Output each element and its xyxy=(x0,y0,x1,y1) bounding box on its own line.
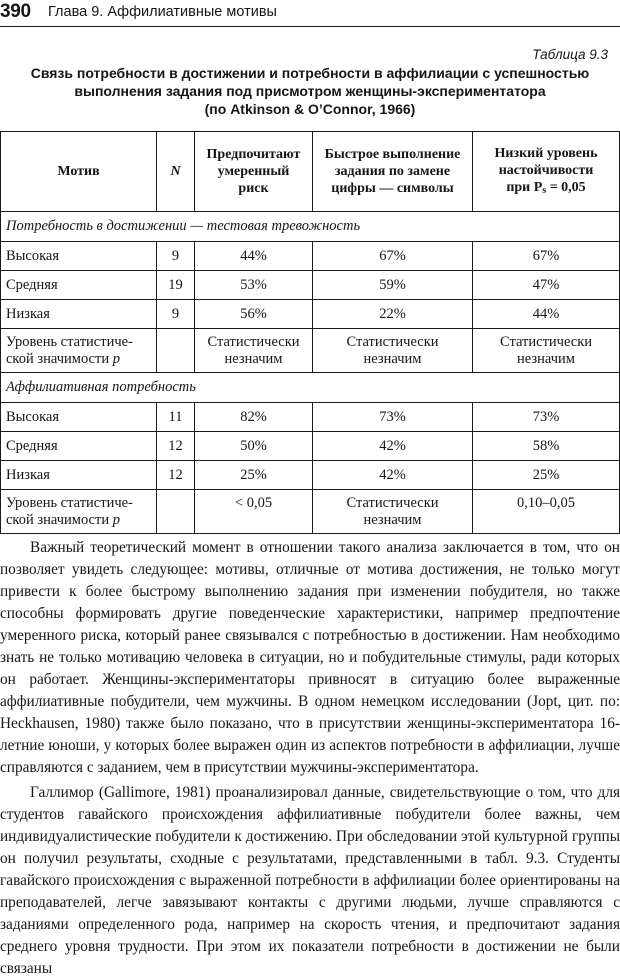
cell-persistence: 44% xyxy=(473,300,620,329)
table-caption xyxy=(0,64,620,118)
cell-speed: Статистически незначим xyxy=(313,329,473,373)
cell-speed: 22% xyxy=(313,300,473,329)
cell-persistence: 73% xyxy=(473,403,620,432)
table-row xyxy=(1,300,620,329)
cell-n xyxy=(157,490,195,534)
cell-speed: 73% xyxy=(313,403,473,432)
cell-speed: Статистически незначим xyxy=(313,490,473,534)
table-header-row xyxy=(1,132,620,212)
table-row xyxy=(1,403,620,432)
paragraph: Галлимор (Gallimore, 1981) проанализировал данные, свидетельствующие о том, что для студентов гавайского происхождения аффилиативные побудители более важны, чем индивидуалистические побудители к достижению. При обследовании этой культурной группы он получил результаты, сходные с результатами, представленными в табл. 9.3. Студенты гавайского происхождения с выраженной потребности в аффилиации более ориентированы на преподавателей, легче завязывают контакты с другими людьми, лучше справляются с заданиями определенного рода, например на скорость чтения, и предпочитают задания среднего уровня трудности. При этом их показатели потребности в достижении не были связаны xyxy=(0,784,620,977)
group-title-row xyxy=(1,373,620,403)
caption-line: Связь потребности в достижении и потребности в аффилиации с успешностью xyxy=(30,65,590,81)
significance-label: Уровень статистиче- ской значимости p xyxy=(1,329,157,373)
page-number: 390 xyxy=(0,1,31,22)
cell-n: 9 xyxy=(157,300,195,329)
row-label: Низкая xyxy=(1,300,157,329)
cell-n: 11 xyxy=(157,403,195,432)
col-header-risk: Предпочитают умеренный риск xyxy=(195,132,313,212)
row-label: Высокая xyxy=(1,242,157,271)
cell-speed: 42% xyxy=(313,461,473,490)
cell-risk: 53% xyxy=(195,271,313,300)
group-title: Потребность в достижении — тестовая тревожность xyxy=(1,212,620,242)
table-number: Таблица 9.3 xyxy=(532,47,608,62)
cell-n: 12 xyxy=(157,461,195,490)
table-row xyxy=(1,432,620,461)
cell-persistence: 47% xyxy=(473,271,620,300)
cell-n: 19 xyxy=(157,271,195,300)
cell-speed: 59% xyxy=(313,271,473,300)
cell-risk: 82% xyxy=(195,403,313,432)
row-label: Средняя xyxy=(1,271,157,300)
cell-n: 12 xyxy=(157,432,195,461)
results-table xyxy=(0,131,620,534)
cell-persistence: 67% xyxy=(473,242,620,271)
group-title: Аффилиативная потребность xyxy=(1,373,620,403)
cell-speed: 42% xyxy=(313,432,473,461)
cell-n xyxy=(157,329,195,373)
cell-risk: 25% xyxy=(195,461,313,490)
paragraph: Важный теоретический момент в отношении такого анализа заключается в том, что он позволяет увидеть следующее: мотивы, отличные от мотива достижения, не только могут привести к более быстрому выполнению задания при изменении побудителя, но также способны формировать другие поведенческие характеристики, например предпочтение умеренного риска, который ранее связывался с потребностью в достижении. Нам необходимо знать не только мотивацию человека в ситуации, но и побудительные стимулы, ради которых он работает. Женщины-экспериментаторы привносят в ситуацию более выраженные аффилиативные побудители, чем мужчины. В одном немецком исследовании (Jopt, цит. по: Heckhausen, 1980) также было показано, что в присутствии женщины-экспериментатора 16-летние юноши, у которых более выражен один из аспектов потребности в аффилиации, лучше справляются с заданием, чем в присутствии мужчины-экспериментатора. xyxy=(0,539,620,776)
col-header-persistence: Низкий уровень настойчивости при $P_s = 0,05$ xyxy=(473,132,620,212)
body-text xyxy=(0,537,620,980)
cell-persistence: 25% xyxy=(473,461,620,490)
cell-speed: 67% xyxy=(313,242,473,271)
cell-risk: 50% xyxy=(195,432,313,461)
cell-n: 9 xyxy=(157,242,195,271)
cell-risk: 56% xyxy=(195,300,313,329)
row-label: Средняя xyxy=(1,432,157,461)
row-label: Высокая xyxy=(1,403,157,432)
cell-risk: Статистически незначим xyxy=(195,329,313,373)
table-row xyxy=(1,461,620,490)
significance-row xyxy=(1,329,620,373)
table-row xyxy=(1,242,620,271)
col-header-motive: Мотив xyxy=(1,132,157,212)
significance-row xyxy=(1,490,620,534)
cell-persistence: Статистически незначим xyxy=(473,329,620,373)
cell-persistence: 0,10–0,05 xyxy=(473,490,620,534)
cell-persistence: 58% xyxy=(473,432,620,461)
col-header-speed: Быстрое выполнение задания по замене цифры — символы xyxy=(313,132,473,212)
cell-risk: < 0,05 xyxy=(195,490,313,534)
caption-line: (по Atkinson & O’Connor, 1966) xyxy=(204,101,416,117)
significance-label: Уровень статистиче- ской значимости p xyxy=(1,490,157,534)
page-header xyxy=(0,0,620,27)
col-header-n: N xyxy=(157,132,195,212)
running-head: Глава 9. Аффилиативные мотивы xyxy=(48,4,277,20)
caption-line: выполнения задания под присмотром женщины-экспериментатора xyxy=(74,83,546,99)
cell-risk: 44% xyxy=(195,242,313,271)
group-title-row xyxy=(1,212,620,242)
row-label: Низкая xyxy=(1,461,157,490)
table-row xyxy=(1,271,620,300)
